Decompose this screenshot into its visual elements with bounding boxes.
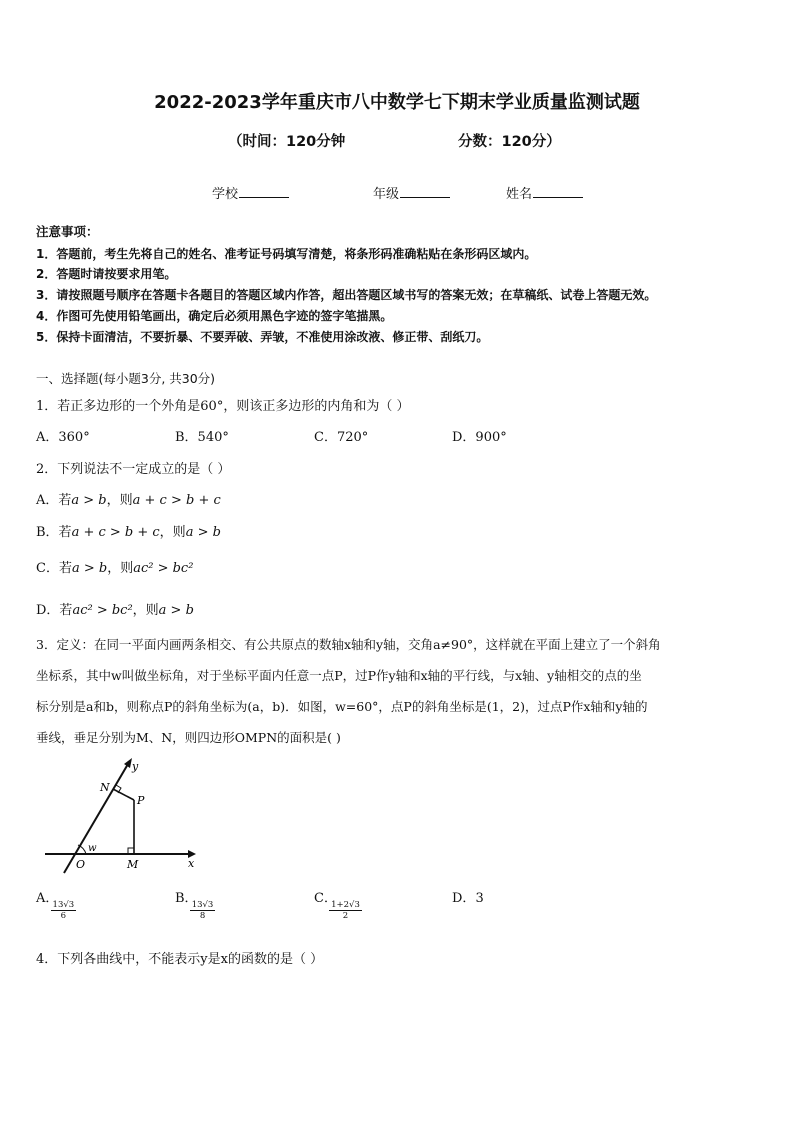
q3-option-a: A． $\frac{13√3}{6}$ bbox=[36, 891, 75, 921]
q2-option-a: A．若a > b，则a + c > b + c bbox=[36, 493, 221, 508]
q1-option-b: B．540° bbox=[175, 430, 229, 445]
q3-line: 3．定义：在同一平面内画两条相交、有公共原点的数轴x轴和y轴，交角a≠90°，这样就在平面上建立了一个斜角 bbox=[36, 637, 661, 652]
label-m: M bbox=[127, 858, 139, 871]
name-label: 姓名 bbox=[506, 187, 533, 202]
q3-line: 坐标系，其中w叫做坐标角，对于坐标平面内任意一点P，过P作y轴和x轴的平行线，与x轴、y轴相交的点的坐 bbox=[36, 668, 642, 683]
q2-stem: 2．下列说法不一定成立的是（ ） bbox=[36, 462, 231, 477]
note-item: 1．答题前，考生先将自己的姓名、准考证号码填写清楚，将条形码准确粘贴在条形码区域内。 bbox=[36, 247, 537, 261]
exam-score: 分数：120分） bbox=[458, 134, 561, 150]
label-y: y bbox=[132, 760, 139, 773]
section-heading: 一、选择题(每小题3分, 共30分) bbox=[36, 371, 216, 386]
label-p: P bbox=[137, 794, 145, 807]
y-axis bbox=[64, 764, 128, 873]
q1-option-a: A．360° bbox=[36, 430, 90, 445]
q1-stem: 1．若正多边形的一个外角是60°，则该正多边形的内角和为（ ） bbox=[36, 399, 410, 414]
q1-option-d: D．900° bbox=[452, 430, 507, 445]
note-item: 5．保持卡面清洁，不要折暴、不要弄破、弄皱，不准使用涂改液、修正带、刮纸刀。 bbox=[36, 330, 489, 344]
q3-option-c: C． $\frac{1+2√3}{2}$ bbox=[314, 891, 360, 921]
note-item: 2．答题时请按要求用笔。 bbox=[36, 267, 177, 281]
q2-option-c: C．若a > b，则ac² > bc² bbox=[36, 561, 194, 576]
q3-line: 标分别是a和b，则称点P的斜角坐标为(a，b)．如图，w=60°，点P的斜角坐标是(1，2)，过点P作x轴和y轴的 bbox=[36, 699, 648, 714]
page-title: 2022-2023学年重庆市八中数学七下期末学业质量监测试题 bbox=[154, 92, 640, 113]
q1-option-c: C．720° bbox=[314, 430, 369, 445]
label-x: x bbox=[188, 857, 195, 870]
y-axis-arrow bbox=[124, 758, 132, 768]
q2-option-b: B．若a + c > b + c，则a > b bbox=[36, 525, 221, 540]
grade-label: 年级 bbox=[373, 187, 400, 202]
label-w: w bbox=[88, 843, 97, 854]
school-label: 学校 bbox=[212, 187, 239, 202]
label-o: O bbox=[76, 858, 86, 871]
name-field bbox=[506, 183, 583, 202]
q3-option-b: B． $\frac{13√3}{8}$ bbox=[175, 891, 214, 921]
grade-field bbox=[373, 183, 450, 202]
pn-segment bbox=[113, 789, 134, 800]
note-item: 4．作图可先使用铅笔画出，确定后必须用黑色字迹的签字笔描黑。 bbox=[36, 309, 393, 323]
notes-heading: 注意事项： bbox=[36, 224, 99, 239]
name-blank bbox=[533, 186, 583, 198]
q3-figure bbox=[40, 755, 210, 875]
label-n: N bbox=[100, 781, 110, 794]
q3-line: 垂线，垂足分别为M、N，则四边形OMPN的面积是( ) bbox=[36, 730, 341, 745]
grade-blank bbox=[400, 186, 450, 198]
school-blank bbox=[239, 186, 289, 198]
q4-stem: 4．下列各曲线中，不能表示y是x的函数的是（ ） bbox=[36, 952, 324, 967]
q2-option-d: D．若ac² > bc²，则a > b bbox=[36, 603, 194, 618]
note-item: 3．请按照题号顺序在答题卡各题目的答题区域内作答，超出答题区域书写的答案无效；在草稿纸、试卷上答题无效。 bbox=[36, 288, 657, 302]
q3-option-d: D．3 bbox=[452, 891, 484, 906]
school-field bbox=[212, 183, 289, 202]
exam-time: （时间：120分钟 bbox=[228, 134, 346, 150]
